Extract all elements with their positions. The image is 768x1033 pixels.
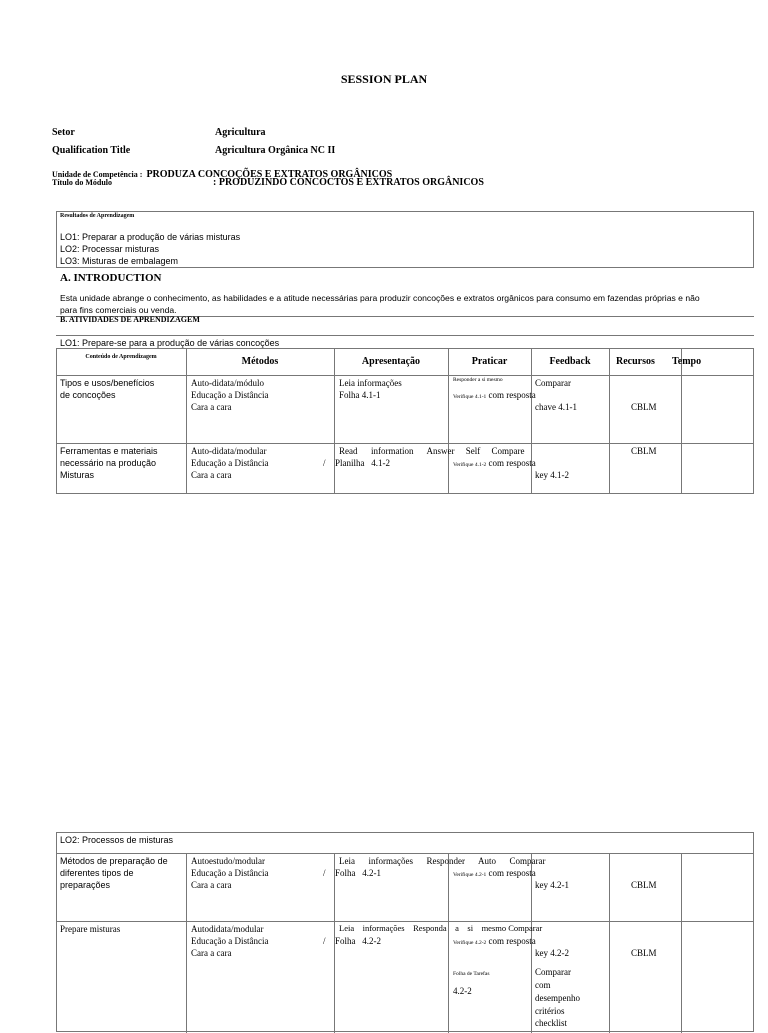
column-divider (186, 348, 187, 494)
activities-table (56, 348, 754, 494)
setor-value: Agricultura (215, 127, 266, 138)
feedback-cell: checklist (535, 1018, 567, 1028)
divider (56, 853, 754, 854)
column-header-practice: Praticar (471, 356, 508, 367)
presentation-cell: Folha 4.2-1 (335, 868, 381, 878)
practice-cell (453, 457, 536, 471)
resources-cell: CBLM (631, 880, 657, 890)
column-header-resources: Recursos (616, 356, 655, 367)
divider (56, 921, 754, 922)
methods-cell: Cara a cara (191, 880, 232, 890)
methods-cell: Educação a Distância (191, 458, 269, 468)
column-header-feedback: Feedback (549, 356, 591, 367)
modulo-label: Título do Módulo (52, 178, 113, 187)
presentation-cell: Planilha 4.1-2 (335, 458, 390, 468)
column-divider (334, 348, 335, 494)
column-divider (448, 853, 449, 1033)
feedback-cell: critérios (535, 1006, 565, 1016)
methods-cell: Auto-didata/modular (191, 446, 267, 456)
content-cell: de concoções (60, 390, 116, 400)
content-cell: Prepare misturas (60, 924, 121, 934)
page-title: SESSION PLAN (340, 72, 428, 86)
presentation-cell: Leia informações (339, 378, 402, 388)
task-sheet-number: 4.2-2 (453, 986, 472, 996)
activities-heading: B. ATIVIDADES DE APRENDIZAGEM (60, 315, 200, 324)
divider (56, 443, 754, 444)
qualification-value: Agricultura Orgânica NC II (215, 145, 336, 156)
practice-small: Verifique 4.2-2 (453, 940, 487, 946)
presentation-cell: Leia informações Responda a si mesmo Comparar (339, 923, 543, 933)
outcomes-heading: Resultados de Aprendizagem (60, 213, 135, 219)
content-cell: Misturas (60, 470, 95, 480)
column-divider (681, 348, 682, 494)
content-cell: Métodos de preparação de (60, 856, 168, 866)
feedback-cell: key 4.1-2 (535, 470, 569, 480)
practice-big: com resposta (488, 458, 536, 468)
setor-label: Setor (52, 127, 75, 138)
practice-big: com resposta (488, 868, 536, 878)
practice-cell (453, 389, 536, 403)
divider (56, 335, 754, 336)
introduction-heading: A. INTRODUCTION (60, 272, 162, 284)
qualification-label: Qualification Title (52, 145, 131, 156)
content-cell: necessário na produção (60, 458, 157, 468)
column-header-methods: Métodos (241, 356, 279, 367)
methods-cell: Cara a cara (191, 402, 232, 412)
methods-cell: Cara a cara (191, 948, 232, 958)
introduction-text: para fins comerciais ou venda. (60, 305, 177, 315)
presentation-cell: Read information Answer Self Compare (339, 446, 525, 456)
unidade-value: PRODUZA CONCOÇÕES E EXTRATOS ORGÂNICOS (146, 169, 393, 180)
content-cell: preparações (60, 880, 111, 890)
column-header-presentation: Apresentação (361, 356, 421, 367)
practice-small: Verifique 4.1-1 (453, 394, 487, 400)
modulo-value: : PRODUZINDO CONCOCTOS E EXTRATOS ORGÂNICOS (213, 177, 484, 188)
column-divider (681, 853, 682, 1033)
methods-cell: / (323, 936, 326, 946)
introduction-text: Esta unidade abrange o conhecimento, as habilidades e a atitude necessárias para produzir concoções e extratos orgânicos para consumo em fazendas próprias e não (60, 293, 700, 303)
presentation-cell: Folha 4.2-2 (335, 936, 381, 946)
feedback-cell: chave 4.1-1 (535, 402, 577, 412)
methods-cell: / (323, 458, 326, 468)
methods-cell: Autoestudo/modular (191, 856, 265, 866)
methods-cell: Educação a Distância (191, 868, 269, 878)
column-header-content: Conteúdo de Aprendizagem (85, 354, 157, 360)
methods-cell: Auto-didata/módulo (191, 378, 264, 388)
methods-cell: / (323, 868, 326, 878)
feedback-cell: key 4.2-2 (535, 948, 569, 958)
practice-big: com resposta (488, 390, 536, 400)
feedback-cell: Comparar (535, 967, 571, 977)
feedback-cell: com (535, 980, 551, 990)
methods-cell: Cara a cara (191, 470, 232, 480)
practice-big: com resposta (488, 936, 536, 946)
content-cell: Tipos e usos/benefícios (60, 378, 155, 388)
column-divider (609, 853, 610, 1033)
feedback-cell: key 4.2-1 (535, 880, 569, 890)
presentation-cell: Leia informações Responder Auto Comparar (339, 856, 546, 866)
lo2-heading: LO2: Processos de misturas (60, 835, 174, 845)
resources-cell: CBLM (631, 446, 657, 456)
content-cell: diferentes tipos de (60, 868, 134, 878)
practice-small: Verifique 4.1-2 (453, 462, 487, 468)
column-header-time: Tempo (672, 356, 702, 367)
unidade-label: Unidade de Competência : (52, 170, 143, 179)
column-divider (186, 853, 187, 1033)
practice-cell (453, 935, 536, 949)
task-sheet-label: Folha de Tarefas (453, 971, 490, 977)
practice-cell: Responder a si mesmo (453, 377, 503, 383)
practice-cell (453, 867, 536, 881)
outcome-item: LO1: Preparar a produção de várias misturas (60, 232, 241, 242)
column-divider (609, 348, 610, 494)
methods-cell: Autodidata/modular (191, 924, 264, 934)
methods-cell: Educação a Distância (191, 390, 269, 400)
content-cell: Ferramentas e materiais (60, 446, 158, 456)
column-divider (531, 348, 532, 494)
divider (56, 375, 754, 376)
outcome-item: LO2: Processar misturas (60, 244, 160, 254)
practice-small: Verifique 4.2-1 (453, 872, 487, 878)
outcome-item: LO3: Misturas de embalagem (60, 256, 179, 266)
feedback-cell: desempenho (535, 993, 580, 1003)
methods-cell: Educação a Distância (191, 936, 269, 946)
presentation-cell: Folha 4.1-1 (339, 390, 381, 400)
resources-cell: CBLM (631, 948, 657, 958)
feedback-cell: Comparar (535, 378, 571, 388)
lo1-heading: LO1: Prepare-se para a produção de várias concoções (60, 338, 280, 348)
resources-cell: CBLM (631, 402, 657, 412)
column-divider (448, 348, 449, 494)
